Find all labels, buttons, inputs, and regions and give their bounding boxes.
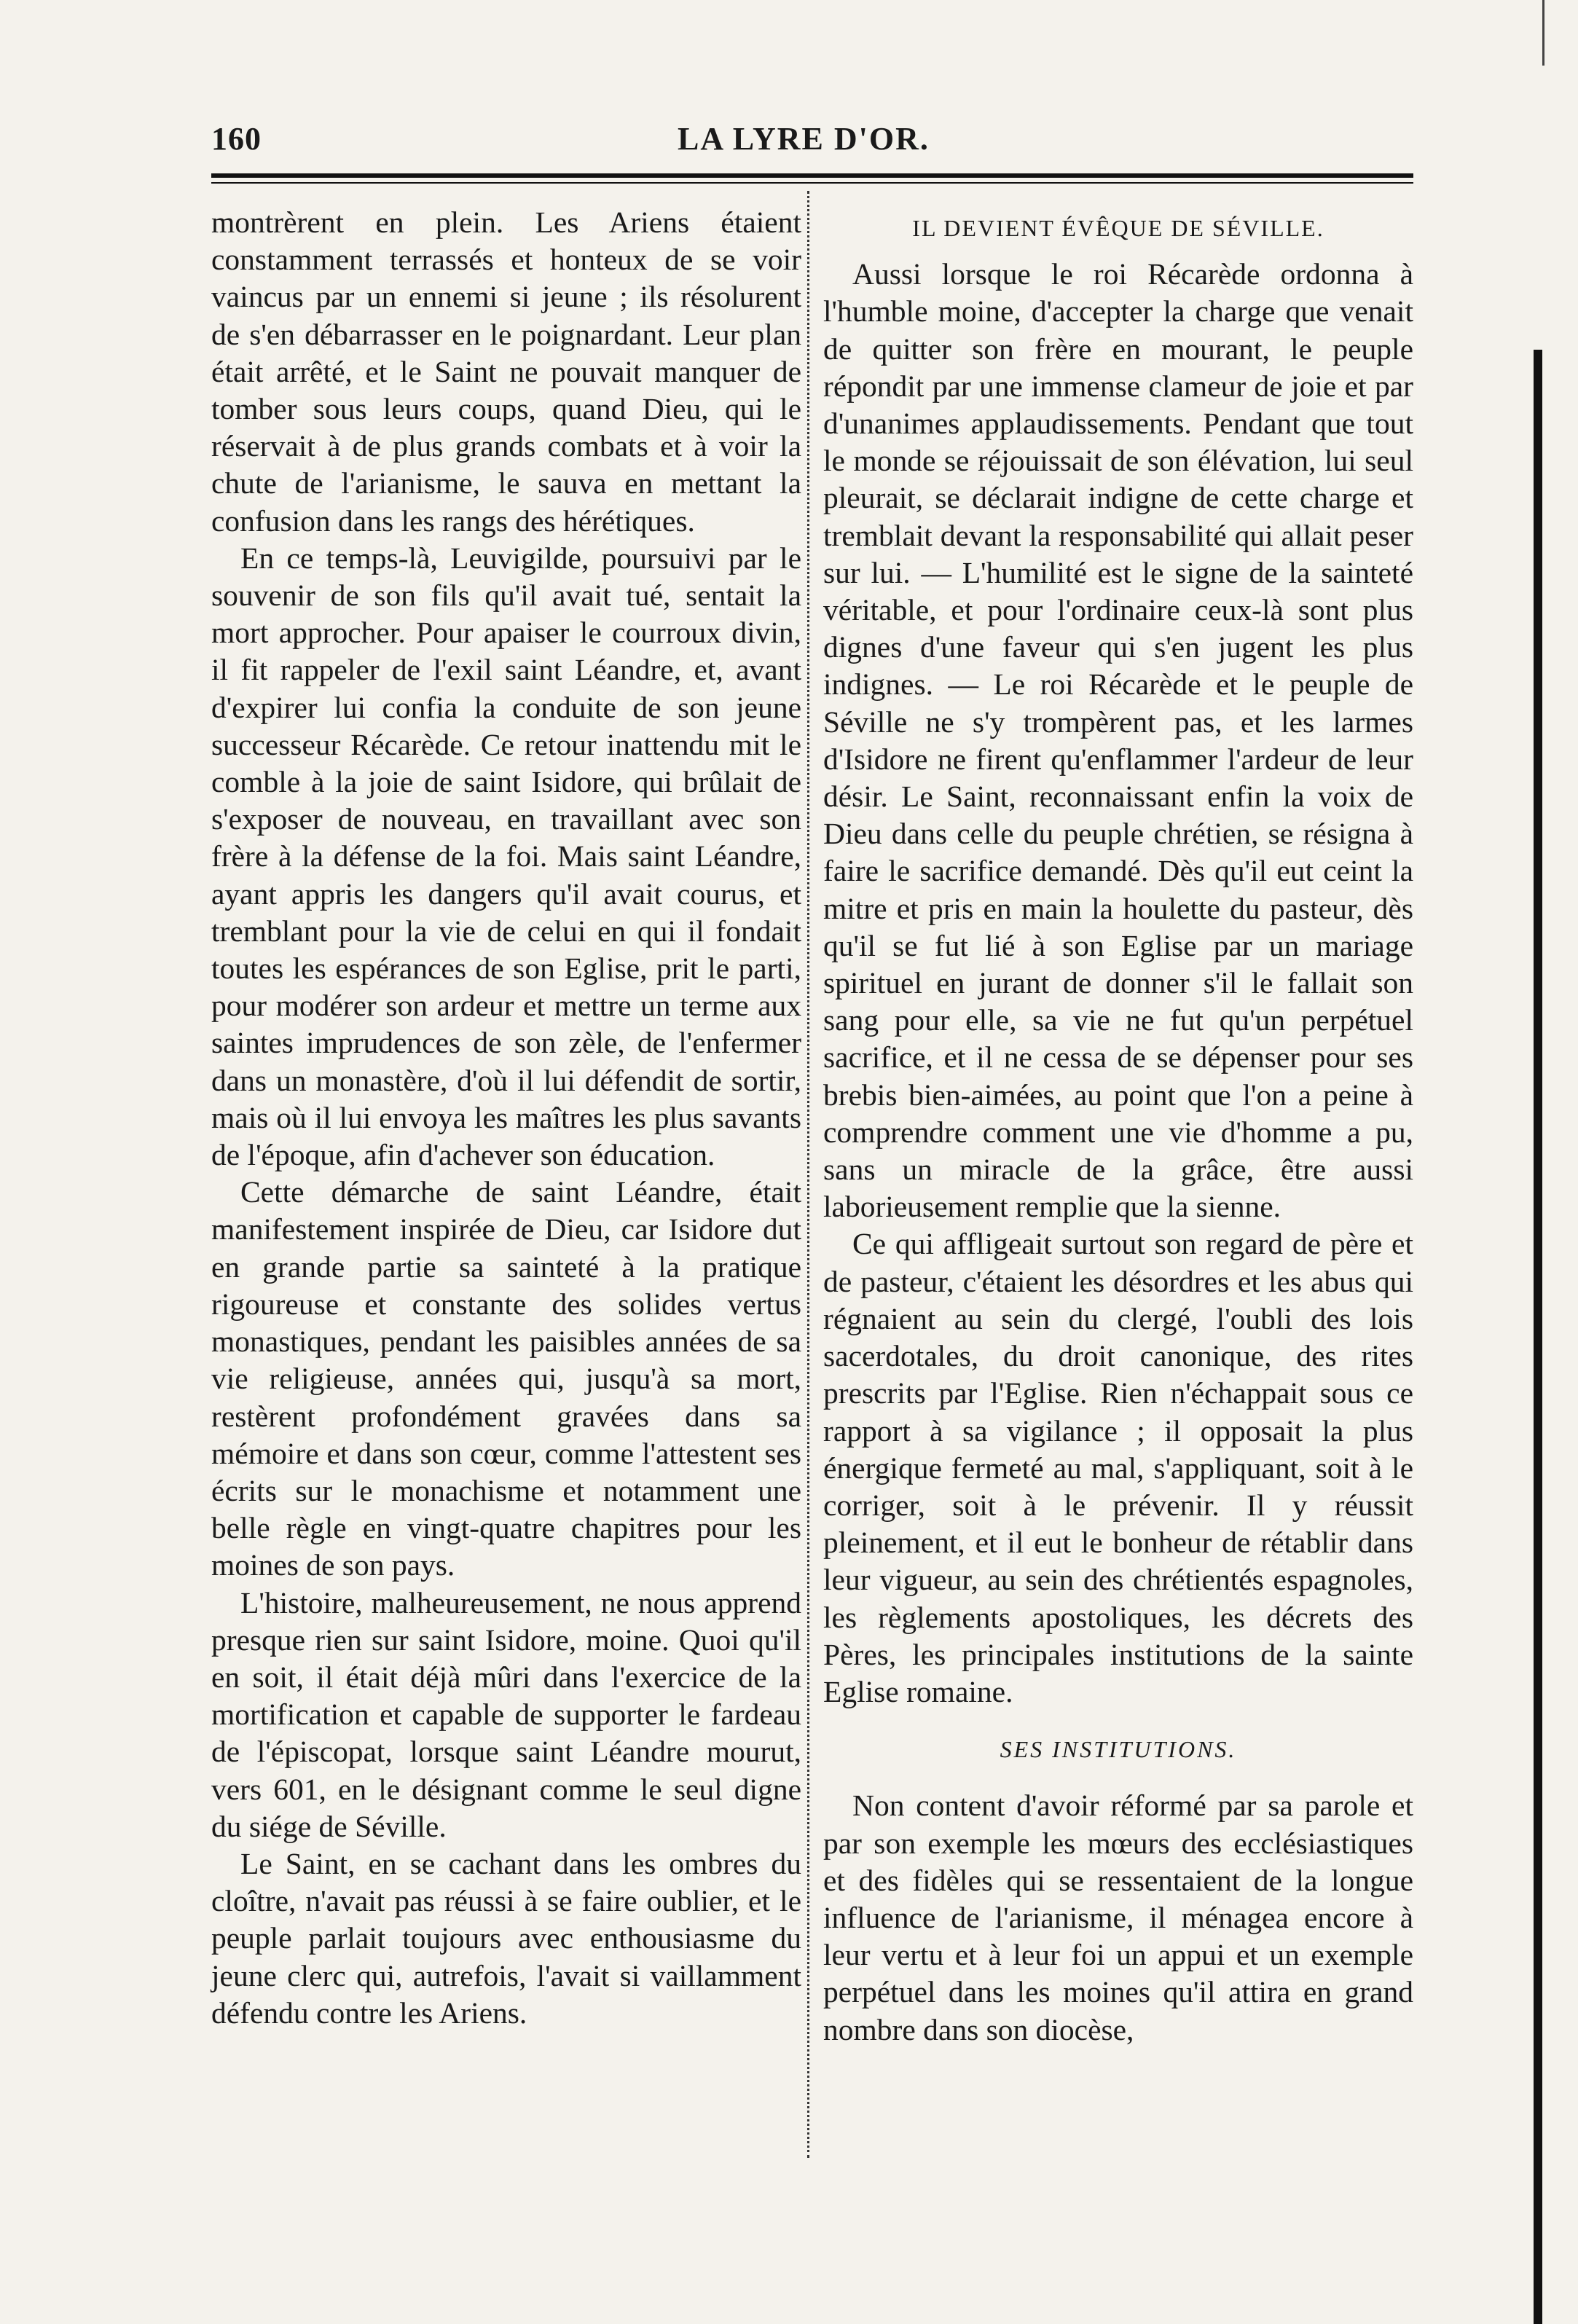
page-edge-mark [1542, 0, 1552, 66]
page-header [211, 120, 1406, 171]
paragraph: Aussi lorsque le roi Récarède ordonna à l'humble moine, d'accepter la charge que venait de quitter son frère en mourant, le peuple répondit par une immense clameur de joie et par d'unanimes applaudissements. Pendant que tout le monde se réjouissait de son élévation, lui seul pleurait, se déclarait indigne de cette charge et tremblait devant la responsabilité qui allait peser sur lui. — L'humilité est le signe de la sainteté véritable, et pour l'ordinaire ceux-là sont plus dignes d'une faveur qui s'en jugent les plus indignes. — Le roi Récarède et le peuple de Séville ne s'y trompèrent pas, et les larmes d'Isidore ne firent qu'enflammer l'ardeur de leur désir. Le Saint, reconnaissant enfin la voix de Dieu dans celle du peuple chrétien, se résigna à faire le sacrifice demandé. Dès qu'il eut ceint la mitre et pris en main la houlette du pasteur, dès qu'il se fut lié à son Eglise par un mariage spirituel en jurant de donner s'il le fallait son sang pour elle, sa vie ne fut qu'un perpétuel sacrifice, et il ne cessa de se dépenser pour ses brebis bien-aimées, au point que l'on a peine à comprendre comment une vie d'homme a pu, sans un miracle de la grâce, être aussi laborieusement remplie que la sienne. [823, 257, 1413, 1224]
header-rule [211, 173, 1413, 178]
page-number: 160 [211, 121, 262, 157]
paragraph: L'histoire, malheureusement, ne nous apprend presque rien sur saint Isidore, moine. Quoi qu'il en soit, il était déjà mûri dans l'exercice de la mortification et capable de supporter le fardeau de l'épiscopat, lorsque saint Léandre mourut, vers 601, en le désignant comme le seul digne du siége de Séville. [211, 1585, 801, 1843]
right-column [823, 204, 1413, 2049]
section-heading: SES INSTITUTIONS. [1000, 1736, 1237, 1763]
running-title: LA LYRE D'OR. [678, 121, 930, 157]
paragraph: Ce qui affligeait surtout son regard de père et de pasteur, c'étaient les désordres et les abus qui régnaient au sein du clergé, l'oubli des lois sacerdotales, du droit canonique, des rites prescrits par l'Eglise. Rien n'échappait sous ce rapport à sa vigilance ; il opposait la plus énergique fermeté au mal, s'appliquant, soit à le corriger, soit à le prévenir. Il y réussit pleinement, et il eut le bonheur de rétablir dans leur vigueur, au sein des chrétientés espagnoles, les règlements apostoliques, les décrets des Pères, les principales institutions de la sainte Eglise romaine. [823, 1227, 1413, 1708]
section-heading: IL DEVIENT ÉVÊQUE DE SÉVILLE. [912, 215, 1324, 241]
column-divider [807, 191, 812, 2158]
paragraph: Non content d'avoir réformé par sa parole et par son exemple les mœurs des ecclésiastiques et des fidèles qui se ressentaient de la longue influence de l'arianisme, il ménagea encore à leur vertu et à leur foi un appui et un exemple perpétuel dans les moines qu'il attira en grand nombre dans son diocèse, [823, 1789, 1413, 2046]
left-column [211, 204, 801, 2032]
header-rule-thin [211, 182, 1413, 184]
page-edge-shadow [1534, 350, 1542, 2324]
paragraph: Le Saint, en se cachant dans les ombres du cloître, n'avait pas réussi à se faire oublier, et le peuple parlait toujours avec enthousiasme du jeune clerc qui, autrefois, l'avait si vaillamment défendu contre les Ariens. [211, 1846, 801, 2030]
paragraph: Cette démarche de saint Léandre, était manifestement inspirée de Dieu, car Isidore dut en grande partie sa sainteté à la pratique rigoureuse et constante des solides vertus monastiques, pendant les paisibles années de sa vie religieuse, années qui, jusqu'à sa mort, restèrent profondément gravées dans sa mémoire et dans son cœur, comme l'attestent ses écrits sur le monachisme et notamment une belle règle en vingt-quatre chapitres pour les moines de son pays. [211, 1175, 801, 1582]
paragraph: montrèrent en plein. Les Ariens étaient constamment terrassés et honteux de se voir vaincus par un ennemi si jeune ; ils résolurent de s'en débarrasser en le poignardant. Leur plan était arrêté, et le Saint ne pouvait manquer de tomber sous leurs coups, quand Dieu, qui le réservait à de plus grands combats et à voir la chute de l'arianisme, le sauva en mettant la confusion dans les rangs des hérétiques. [211, 205, 801, 538]
paragraph: En ce temps-là, Leuvigilde, poursuivi par le souvenir de son fils qu'il avait tué, sentait la mort approcher. Pour apaiser le courroux divin, il fit rappeler de l'exil saint Léandre, et, avant d'expirer lui confia la conduite de son jeune successeur Récarède. Ce retour inattendu mit le comble à la joie de saint Isidore, qui brûlait de s'exposer de nouveau, en travaillant avec son frère à la défense de la foi. Mais saint Léandre, ayant appris les dangers qu'il avait courus, et tremblant pour la vie de celui en qui il fondait toutes les espérances de son Eglise, prit le parti, pour modérer son ardeur et mettre un terme aux saintes imprudences de son zèle, de l'enfermer dans un monastère, d'où il lui défendit de sortir, mais où il lui envoya les maîtres les plus savants de l'époque, afin d'achever son éducation. [211, 541, 801, 1172]
